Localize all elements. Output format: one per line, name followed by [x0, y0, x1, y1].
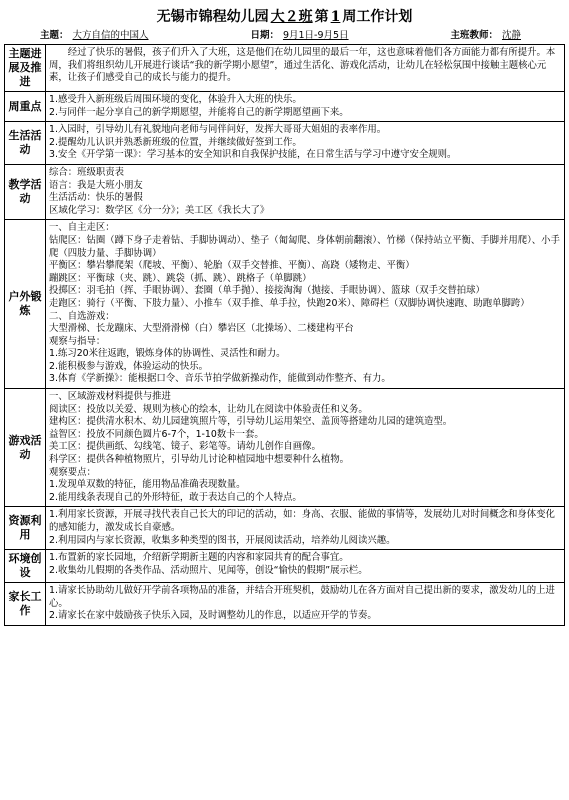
row-content: [46, 45, 565, 92]
plan-row-parent-work: [5, 583, 565, 626]
content-line: 观察与指导：: [49, 335, 106, 347]
row-content: [46, 220, 565, 389]
week-number: 1: [330, 9, 341, 25]
content-line: 语言：我是大班小朋友: [49, 179, 143, 191]
content-line: 大型滑梯、长龙蹦床、大型滑滑梯（白）攀岩区（北操场）、二楼建构平台: [49, 323, 354, 335]
content-line: 观察要点：: [49, 466, 96, 478]
row-label: 周重点: [5, 92, 46, 122]
row-content: [46, 583, 565, 626]
content-line: 2.利用园内与家长资源，收集多种类型的图书，开展阅读活动，培养幼儿阅读兴趣。: [49, 534, 396, 546]
plan-row-theme-progress: [5, 45, 565, 92]
plan-row-outdoor-exercise: [5, 220, 565, 389]
content-line: 一、自主走区：: [49, 222, 115, 234]
date-field: [250, 28, 352, 44]
content-line: 2.请家长在家中鼓励孩子快乐入园，及时调整幼儿的作息，以适应开学的节奏。: [49, 610, 377, 622]
content-line: 一、区域游戏材料提供与推进: [49, 391, 171, 403]
plan-table: [4, 44, 565, 626]
theme-label: 主题：: [40, 30, 69, 41]
content-line: 建构区：提供清水积木、幼儿园建筑照片等，引导幼儿运用架空、盖顶等搭建幼儿园的建筑造型。: [49, 416, 453, 428]
row-label: 户外锻炼: [5, 220, 46, 389]
content-line: 综合：班级职责表: [49, 166, 125, 178]
content-line: 走跑区：骑行（平衡、下肢力量）、小推车（双手推、单手拉，快跑20米）、障碍栏（双脚协调快速跑、助跑单脚跨）: [49, 297, 530, 309]
plan-row-daily-life: [5, 122, 565, 165]
plan-row-teaching: [5, 164, 565, 219]
content-line: 2.与同伴一起分享自己的新学期愿望，并能将自己的新学期愿望画下来。: [49, 106, 349, 118]
class-name: 大２班: [270, 9, 313, 25]
row-content: [46, 122, 565, 165]
content-line: 2.收集幼儿假期的各类作品、活动照片、见闻等，创设“愉快的假期”展示栏。: [49, 564, 368, 576]
content-line: 益智区：投放不同颜色圆片6-7个，1-10数卡一套。: [49, 428, 264, 440]
date-value: 9月1日-9月5日: [282, 30, 349, 41]
content-line: 2.能用线条表现自己的外形特征，敢于表达自己的个人特点。: [49, 491, 302, 503]
row-label: 生活活动: [5, 122, 46, 165]
row-label: 教学活动: [5, 164, 46, 219]
content-line: 经过了快乐的暑假，孩子们升入了大班，这是他们在幼儿园里的最后一年，这也意味着他们各方面能力都有所提升。本周，我们将组织幼儿开展进行谈话“我的新学期小愿望”，通过生活化、游戏化活动，让幼儿在轻松氛围中接触主题核心元素，让孩子们感受自己的成长与能力的提升。: [49, 47, 556, 84]
content-line: 1.发现单双数的特征，能用物品准确表现数量。: [49, 479, 246, 491]
content-line: 1.入园时，引导幼儿有礼貌地向老师与同伴问好，发挥大哥哥大姐姐的表率作用。: [49, 124, 387, 136]
row-content: [46, 507, 565, 550]
row-content: [46, 92, 565, 122]
content-line: 二、自选游戏：: [49, 310, 115, 322]
title-suffix: 周工作计划: [342, 9, 413, 25]
content-line: 3.安全《开学第一课》：学习基本的安全知识和自我保护技能，在日常生活与学习中遵守安全规则。: [49, 149, 457, 161]
date-label: 日期：: [250, 30, 279, 41]
plan-row-games: [5, 389, 565, 507]
plan-row-resources: [5, 507, 565, 550]
plan-row-week-focus: [5, 92, 565, 122]
content-line: 蹦跳区：平衡球（夹、跳）、跳袋（抓、跳）、跳格子（单脚跳）: [49, 272, 312, 284]
content-line: 2.提醒幼儿认识并熟悉新班级的位置，并继续做好签到工作。: [49, 136, 302, 148]
teacher-label: 主班教师：: [450, 30, 498, 41]
content-line: 1.练习20米往返跑，锻炼身体的协调性、灵活性和耐力。: [49, 348, 286, 360]
content-line: 1.利用家长资源，开展寻找代表自己长大的印记的活动，如：身高、衣服、能做的事情等，发展幼儿对时间概念和身体变化的感知能力，激发成长自豪感。: [49, 509, 555, 533]
row-label: 主题进展及推进: [5, 45, 46, 92]
row-content: [46, 389, 565, 507]
row-label: 家长工作: [5, 583, 46, 626]
content-line: 阅读区：投放以关爱、规则为核心的绘本，让幼儿在阅读中体验责任和义务。: [49, 403, 368, 415]
content-line: 平衡区：攀岩攀爬架（爬坡、平衡）、轮胎（双手交替推、平衡）、高跷（矮物走、平衡）: [49, 260, 415, 272]
content-line: 美工区：提供画纸、勾线笔、镜子、彩笔等。请幼儿创作自画像。: [49, 441, 321, 453]
row-label: 游戏活动: [5, 389, 46, 507]
week-prefix: 第: [314, 9, 329, 25]
content-line: 科学区：提供各种植物照片，引导幼儿讨论种植园地中想要种什么植物。: [49, 454, 350, 466]
teacher-field: [450, 28, 525, 44]
plan-row-environment: [5, 550, 565, 583]
content-line: 1.请家长协助幼儿做好开学前各项物品的准备，并结合开班契机，鼓励幼儿在各方面对自己提出新的要求，激发幼儿的上进心。: [49, 585, 555, 609]
row-label: 资源利用: [5, 507, 46, 550]
row-content: [46, 164, 565, 219]
content-line: 1.感受升入新班级后周围环境的变化，体验升入大班的快乐。: [49, 94, 302, 105]
content-line: 2.能积极参与游戏，体验运动的快乐。: [49, 360, 208, 372]
theme-value: 大方自信的中国人: [72, 30, 149, 41]
content-line: 1.布置新的家长园地，介绍新学期新主题的内容和家园共育的配合事宜。: [49, 552, 349, 564]
content-line: 投掷区：羽毛拍（挥、手眼协调）、套圈（单手抛）、接接淘淘（抛接、手眼协调）、篮球（双手交替拍球）: [49, 285, 485, 297]
content-line: 生活活动：快乐的暑假: [49, 192, 143, 204]
teacher-value: 沈静: [501, 30, 521, 41]
meta-row: [4, 28, 565, 44]
row-content: [46, 550, 565, 583]
content-line: 钻爬区：钻圈（蹲下身子走着钻、手脚协调动）、垫子（匍匐爬、身体朝前翻滚）、竹梯（保持站立平衡、手脚并用爬）、小手爬（四肢力量、手脚协调）: [49, 234, 560, 259]
theme-field: [40, 28, 153, 44]
row-label: 环境创设: [5, 550, 46, 583]
content-line: 3.体育《学新操》：能根据口令、音乐节拍学做新操动作，能做到动作整齐、有力。: [49, 373, 391, 385]
content-line: 区域化学习：数学区《分一分》；美工区《我长大了》: [49, 204, 270, 216]
page-title: [4, 6, 565, 28]
school-name: 无锡市锦程幼儿园: [156, 9, 269, 25]
